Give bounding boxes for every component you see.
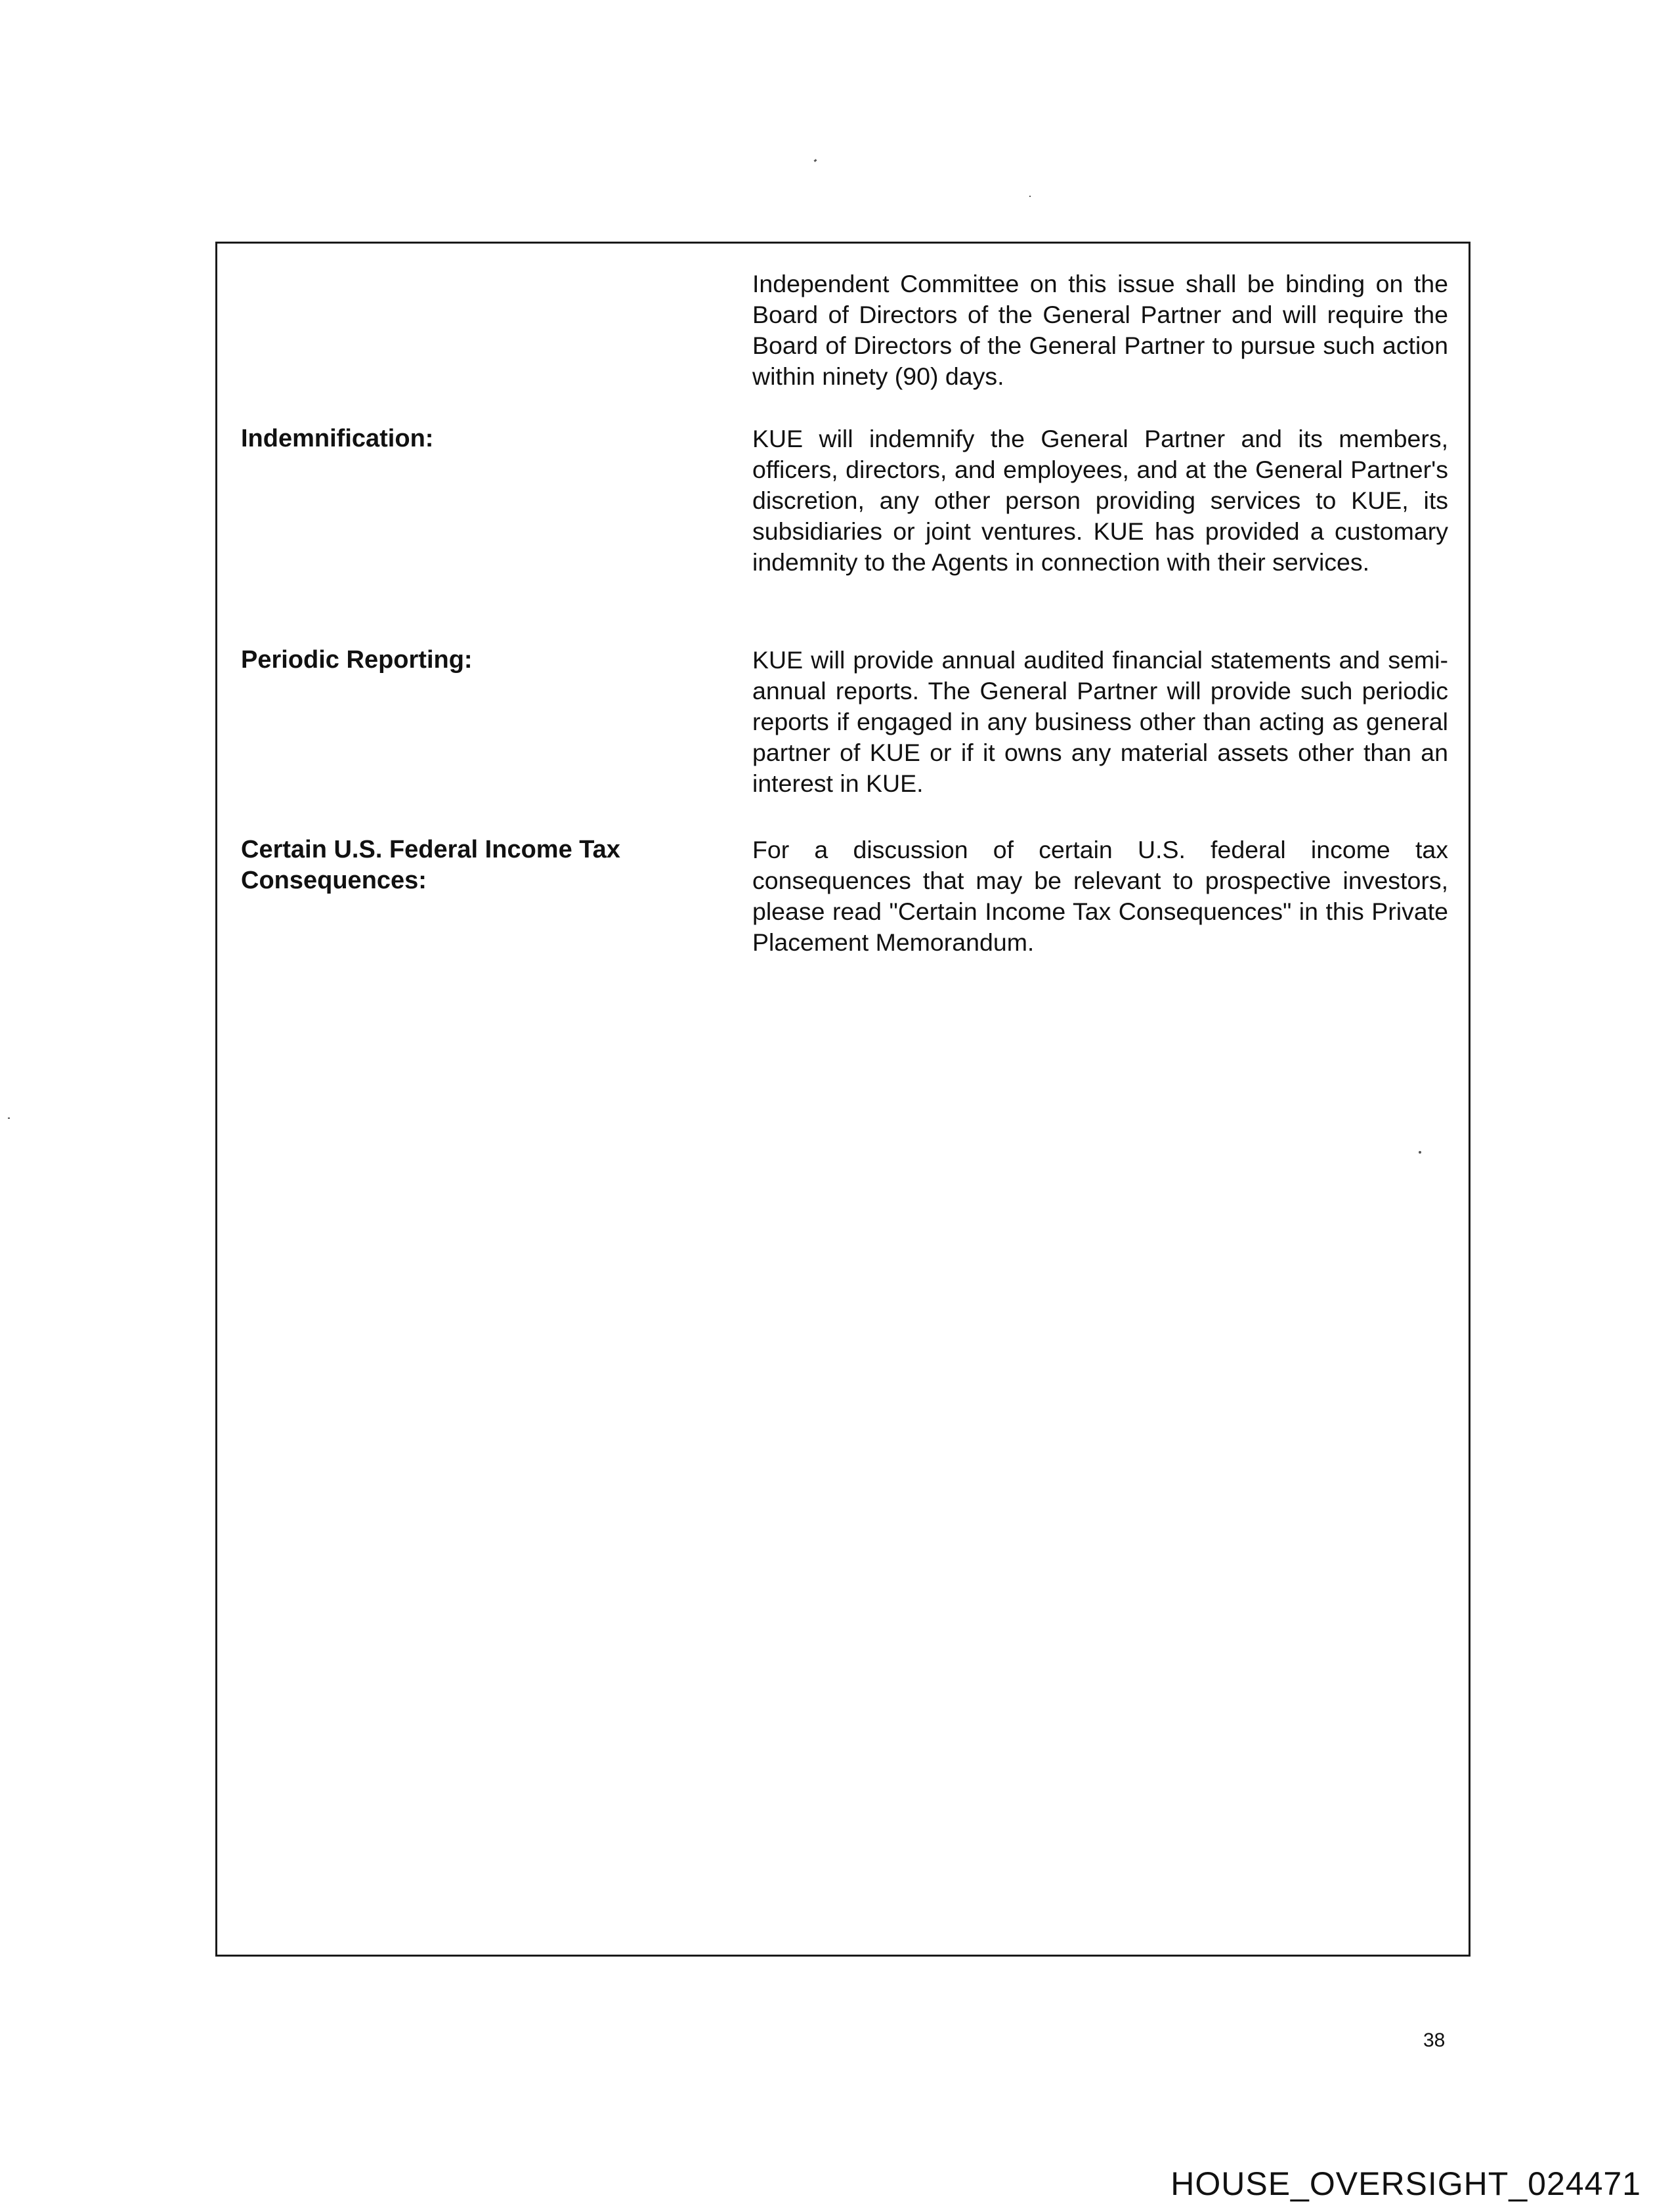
scan-speck [814,159,817,162]
term-sheet-box [215,242,1470,1957]
page-number: 38 [1423,2029,1446,2051]
section-term: Indemnification: [241,425,434,452]
scan-speck [1029,196,1031,197]
scan-speck [8,1117,10,1119]
section-term: Periodic Reporting: [241,646,473,674]
section-text: Independent Committee on this issue shall be binding on the Board of Directors of the General Partner and will require the Board of Directors of the General Partner to pursue such action within ninety (90) days. [752,270,1448,390]
section-text: KUE will provide annual audited financial statements and semi-annual reports. The General Partner will provide such periodic reports if engaged in any business other than acting as general partner of KUE or if it owns any material assets other than an interest in KUE. [752,646,1448,797]
section-text: For a discussion of certain U.S. federal income tax consequences that may be relevant to prospective investors, please read "Certain Income Tax Consequences" in this Private Placement Memorandum. [752,836,1448,956]
section-term: Certain U.S. Federal Income Tax Consequences: [241,836,620,894]
section-text: KUE will indemnify the General Partner and its members, officers, directors, and employees, and at the General Partner's discretion, any other person providing services to KUE, its subsidiaries or joint ventures. KUE has provided a customary indemnity to the Agents in connection with their services. [752,425,1448,576]
bates-number: HOUSE_OVERSIGHT_024471 [1170,2165,1641,2202]
scan-speck [1419,1151,1421,1154]
